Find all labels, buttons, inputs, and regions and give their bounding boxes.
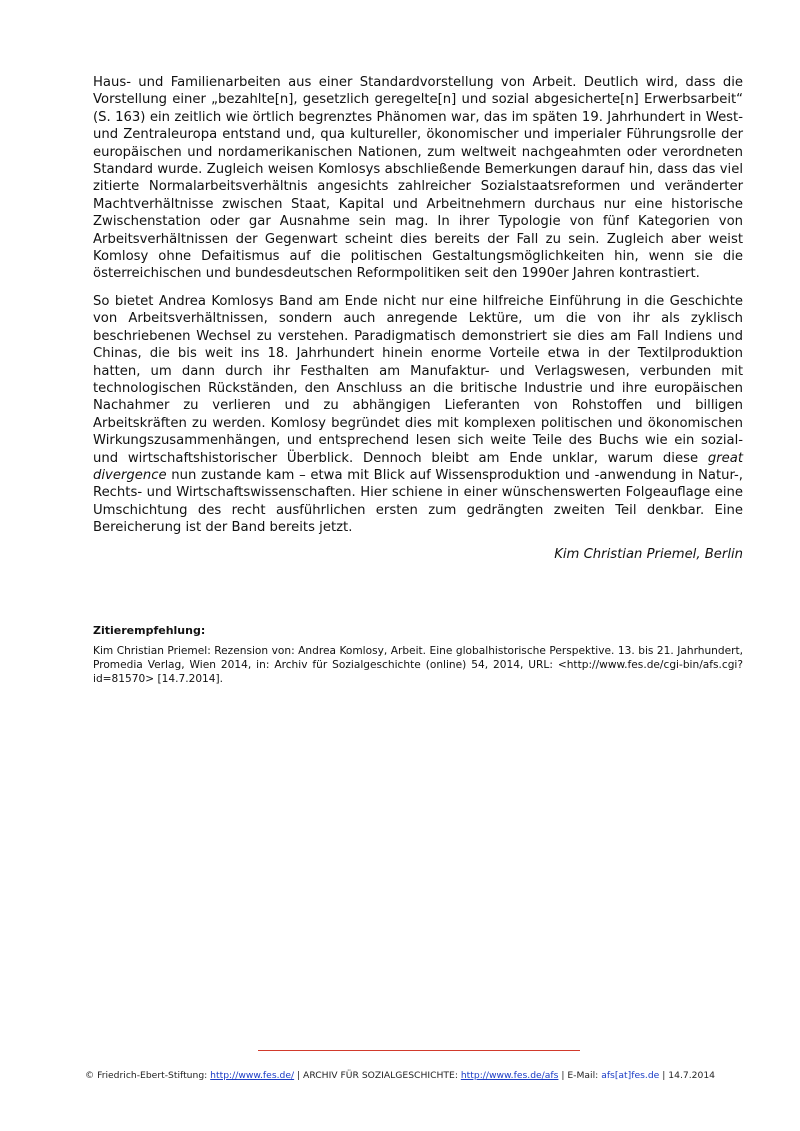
fes-link[interactable]: http://www.fes.de/	[210, 1070, 295, 1081]
footer-copyright: © Friedrich-Ebert-Stiftung:	[84, 1070, 211, 1081]
review-body	[93, 74, 743, 562]
footer-divider	[258, 1050, 580, 1051]
page-footer	[0, 1070, 800, 1081]
citation-heading: Zitierempfehlung:	[93, 624, 206, 637]
footer-date: | 14.7.2014	[659, 1070, 716, 1081]
paragraph-2-text-b: nun zustande kam – etwa mit Blick auf Wissensproduktion und -anwendung in Natur-, Rechts- und Wirtschaftswissenschaften. Hier schiene in einer wünschenswerten Folgeauflage eine Umschichtung des recht ausführlichen ersten zum gedrängten zweiten Teil denkbar. Eine Bereicherung ist der Band bereits jetzt.	[93, 467, 743, 536]
footer-separator-email: | E-Mail:	[558, 1070, 602, 1081]
emphasis-great-divergence: great divergence	[93, 450, 743, 483]
afs-link[interactable]: http://www.fes.de/afs	[460, 1070, 559, 1081]
paragraph-2-text-a: So bietet Andrea Komlosys Band am Ende nicht nur eine hilfreiche Einführung in die Geschichte von Arbeitsverhältnissen, sondern auch anregende Lektüre, um die von ihr als zyklisch beschriebenen Wechsel zu verstehen. Paradigmatisch demonstriert sie dies am Fall Indiens und Chinas, die bis weit ins 18. Jahrhundert hinein enorme Vorteile etwa in der Textilproduktion hatten, um dann durch ihr Festhalten am Manufaktur- und Verlagswesen, verbunden mit technologischen Rückständen, den Anschluss an die britische Industrie und ihre europäischen Nachahmer zu verlieren und zu abhängigen Lieferanten von Rohstoffen und billigen Arbeitskräften zu werden. Komlosy begründet dies mit komplexen politischen und ökonomischen Wirkungszusammenhängen, und entsprechend lesen sich weite Teile des Buchs wie ein sozial- und wirtschaftshistorischer Überblick. Dennoch bleibt am Ende unklar, warum diese	[93, 293, 743, 466]
paragraph-2	[93, 293, 743, 537]
footer-separator-archive: | ARCHIV FÜR SOZIALGESCHICHTE:	[294, 1070, 461, 1081]
citation-text: Kim Christian Priemel: Rezension von: Andrea Komlosy, Arbeit. Eine globalhistorische Perspektive. 13. bis 21. Jahrhundert, Promedia Verlag, Wien 2014, in: Archiv für Sozialgeschichte (online) 54, 2014, URL: <http://www.fes.de/cgi-bin/afs.cgi?id=81570> [14.7.2014].	[93, 645, 743, 685]
paragraph-1: Haus- und Familienarbeiten aus einer Standardvorstellung von Arbeit. Deutlich wird, dass die Vorstellung einer „bezahlte[n], gesetzlich geregelte[n] und sozial abgesicherte[n] Erwerbsarbeit“ (S. 163) ein zeitlich wie örtlich begrenztes Phänomen war, das im späten 19. Jahrhundert in West- und Zentraleuropa entstand und, qua kultureller, ökonomischer und imperialer Führungsrolle der europäischen und nordamerikanischen Nationen, zum weltweit nachgeahmten oder verordneten Standard wurde. Zugleich weisen Komlosys abschließende Bemerkungen darauf hin, dass das viel zitierte Normalarbeitsverhältnis angesichts zahlreicher Sozialstaatsreformen und veränderter Machtverhältnisse zwischen Staat, Kapital und Arbeitnehmern durchaus nur eine historische Zwischenstation oder gar Ausnahme sein mag. In ihrer Typologie von fünf Kategorien von Arbeitsverhältnissen der Gegenwart scheint dies bereits der Fall zu sein. Zugleich aber weist Komlosy ohne Defaitismus auf die politischen Gestaltungsmöglichkeiten hin, wenn sie die österreichischen und bundesdeutschen Reformpolitiken seit den 1990er Jahren kontrastiert.	[93, 75, 743, 282]
author-signature: Kim Christian Priemel, Berlin	[554, 546, 743, 562]
email-address[interactable]: afs[at]fes.de	[601, 1070, 660, 1081]
